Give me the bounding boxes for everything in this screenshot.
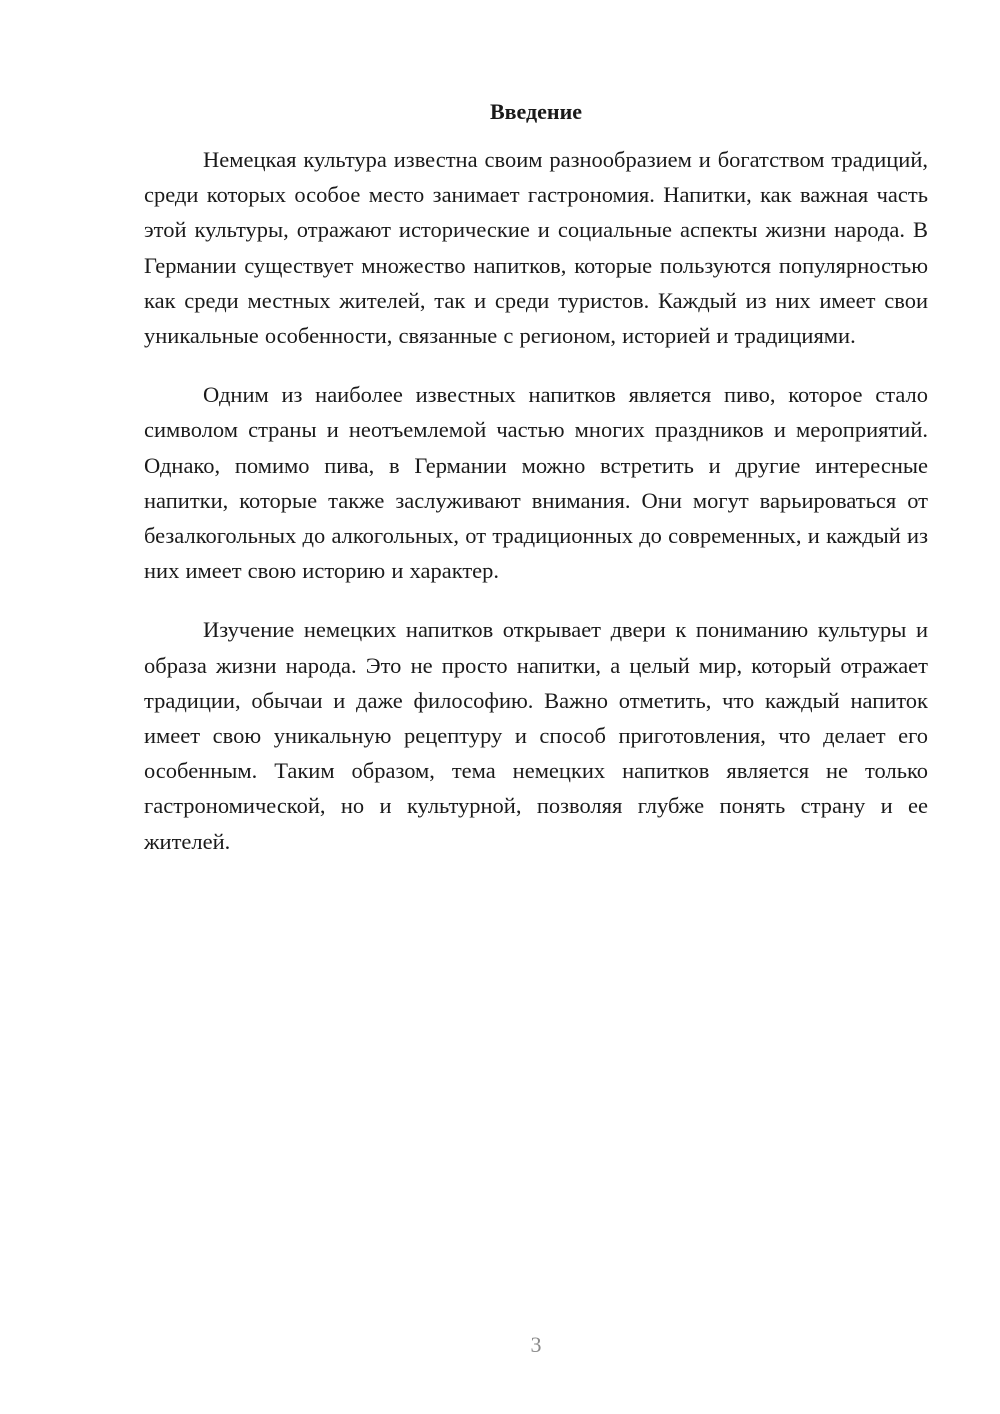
paragraph-2: Одним из наиболее известных напитков является пиво, которое стало символом страны и неотъемлемой частью многих праздников и мероприятий. Однако, помимо пива, в Германии можно встретить и другие интересные напитки, которые также заслуживают внимания. Они могут варьироваться от безалкогольных до алкогольных, от традиционных до современных, и каждый из них имеет свою историю и характер. [144,382,928,584]
body-text [144,142,928,883]
page-number: 3 [530,1332,542,1357]
section-heading: Введение [489,99,583,124]
paragraph-1: Немецкая культура известна своим разнообразием и богатством традиций, среди которых особое место занимает гастрономия. Напитки, как важная часть этой культуры, отражают исторические и социальные аспекты жизни народа. В Германии существует множество напитков, которые пользуются популярностью как среди местных жителей, так и среди туристов. Каждый из них имеет свои уникальные особенности, связанные с регионом, историей и традициями. [144,147,928,349]
paragraph-3: Изучение немецких напитков открывает двери к пониманию культуры и образа жизни народа. Это не просто напитки, а целый мир, который отражает традиции, обычаи и даже философию. Важно отметить, что каждый напиток имеет свою уникальную рецептуру и способ приготовления, что делает его особенным. Таким образом, тема немецких напитков является не только гастрономической, но и культурной, позволяя глубже понять страну и ее жителей. [144,617,928,854]
